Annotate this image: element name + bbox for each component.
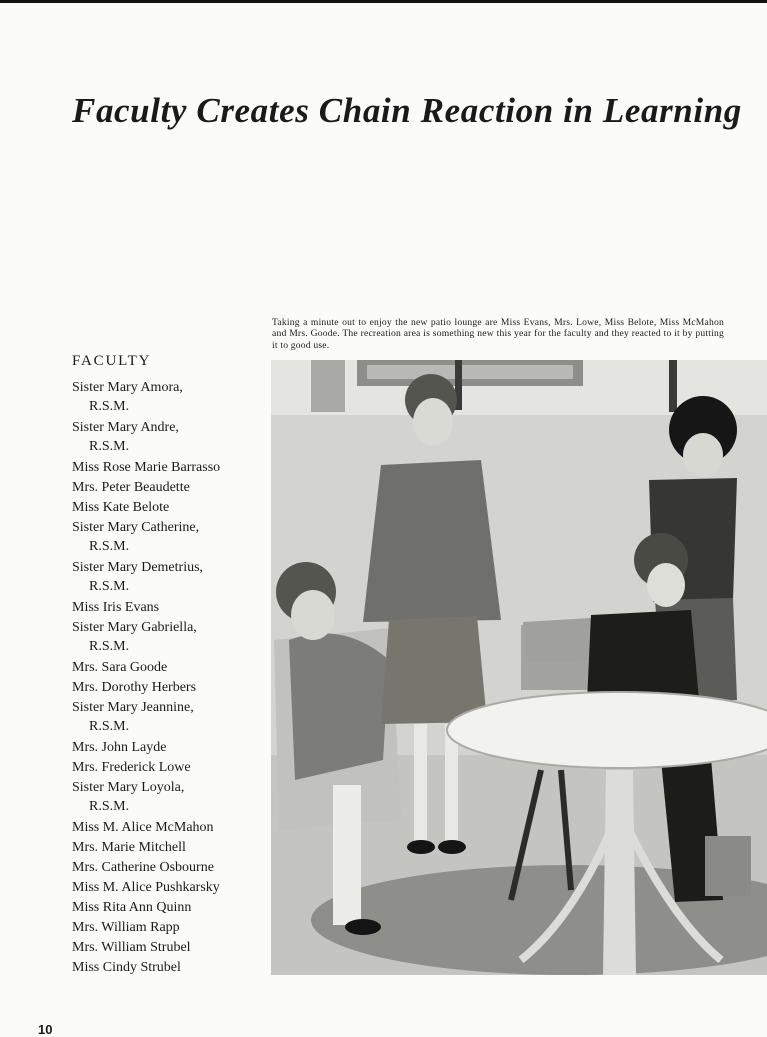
faculty-member xyxy=(72,818,262,838)
faculty-member-name: Miss Iris Evans xyxy=(72,600,160,615)
faculty-member-name: Mrs. Catherine Osbourne xyxy=(72,860,214,875)
faculty-member-name: Mrs. Marie Mitchell xyxy=(72,840,186,855)
faculty-member xyxy=(72,778,262,815)
faculty-member xyxy=(72,458,262,478)
page-title: Faculty Creates Chain Reaction in Learning xyxy=(72,91,742,131)
faculty-member xyxy=(72,678,262,698)
faculty-member xyxy=(72,878,262,898)
page-number: 10 xyxy=(38,1022,53,1037)
faculty-member-suffix: R.S.M. xyxy=(89,399,130,414)
faculty-member-name: Mrs. Peter Beaudette xyxy=(72,480,190,495)
faculty-member xyxy=(72,838,262,858)
patio-photo xyxy=(271,360,767,975)
faculty-member-name: Miss M. Alice McMahon xyxy=(72,820,214,835)
faculty-member-suffix: R.S.M. xyxy=(89,439,130,454)
faculty-member xyxy=(72,558,262,595)
faculty-member xyxy=(72,658,262,678)
faculty-member-suffix: R.S.M. xyxy=(89,539,130,554)
faculty-member-name: Sister Mary Jeannine, xyxy=(72,700,194,715)
faculty-member xyxy=(72,898,262,918)
faculty-member xyxy=(72,858,262,878)
faculty-member xyxy=(72,938,262,958)
photo-caption: Taking a minute out to enjoy the new patio lounge are Miss Evans, Mrs. Lowe, Miss Belote, Miss McMahon and Mrs. Goode. The recreation area is something new this year for the faculty and they reacted to it by putting it to good use. xyxy=(272,316,724,351)
faculty-member xyxy=(72,518,262,555)
faculty-member-name: Sister Mary Loyola, xyxy=(72,780,185,795)
faculty-member xyxy=(72,738,262,758)
faculty-member-name: Mrs. John Layde xyxy=(72,740,167,755)
faculty-member-name: Sister Mary Gabriella, xyxy=(72,620,197,635)
faculty-member xyxy=(72,478,262,498)
faculty-member xyxy=(72,418,262,455)
faculty-member-suffix: R.S.M. xyxy=(89,579,130,594)
faculty-list xyxy=(72,378,262,978)
faculty-member xyxy=(72,758,262,778)
faculty-member xyxy=(72,498,262,518)
faculty-member-name: Sister Mary Amora, xyxy=(72,380,183,395)
faculty-member-name: Mrs. William Rapp xyxy=(72,920,180,935)
faculty-member-name: Mrs. William Strubel xyxy=(72,940,191,955)
faculty-member-name: Sister Mary Catherine, xyxy=(72,520,200,535)
faculty-member xyxy=(72,698,262,735)
top-rule xyxy=(0,0,767,3)
faculty-member-name: Mrs. Dorothy Herbers xyxy=(72,680,197,695)
faculty-member-suffix: R.S.M. xyxy=(89,639,130,654)
faculty-member-name: Mrs. Sara Goode xyxy=(72,660,168,675)
faculty-member xyxy=(72,618,262,655)
faculty-member xyxy=(72,958,262,978)
faculty-member-name: Sister Mary Andre, xyxy=(72,420,179,435)
faculty-member-name: Miss Kate Belote xyxy=(72,500,170,515)
faculty-member xyxy=(72,598,262,618)
faculty-member-name: Miss M. Alice Pushkarsky xyxy=(72,880,220,895)
faculty-member-name: Miss Cindy Strubel xyxy=(72,960,181,975)
faculty-member-name: Miss Rose Marie Barrasso xyxy=(72,460,221,475)
faculty-member-name: Miss Rita Ann Quinn xyxy=(72,900,192,915)
faculty-member xyxy=(72,918,262,938)
faculty-member-suffix: R.S.M. xyxy=(89,799,130,814)
faculty-member-suffix: R.S.M. xyxy=(89,719,130,734)
faculty-heading: FACULTY xyxy=(72,353,152,369)
patio-photo-illustration xyxy=(271,360,767,975)
faculty-member-name: Sister Mary Demetrius, xyxy=(72,560,204,575)
faculty-member xyxy=(72,378,262,415)
faculty-member-name: Mrs. Frederick Lowe xyxy=(72,760,191,775)
